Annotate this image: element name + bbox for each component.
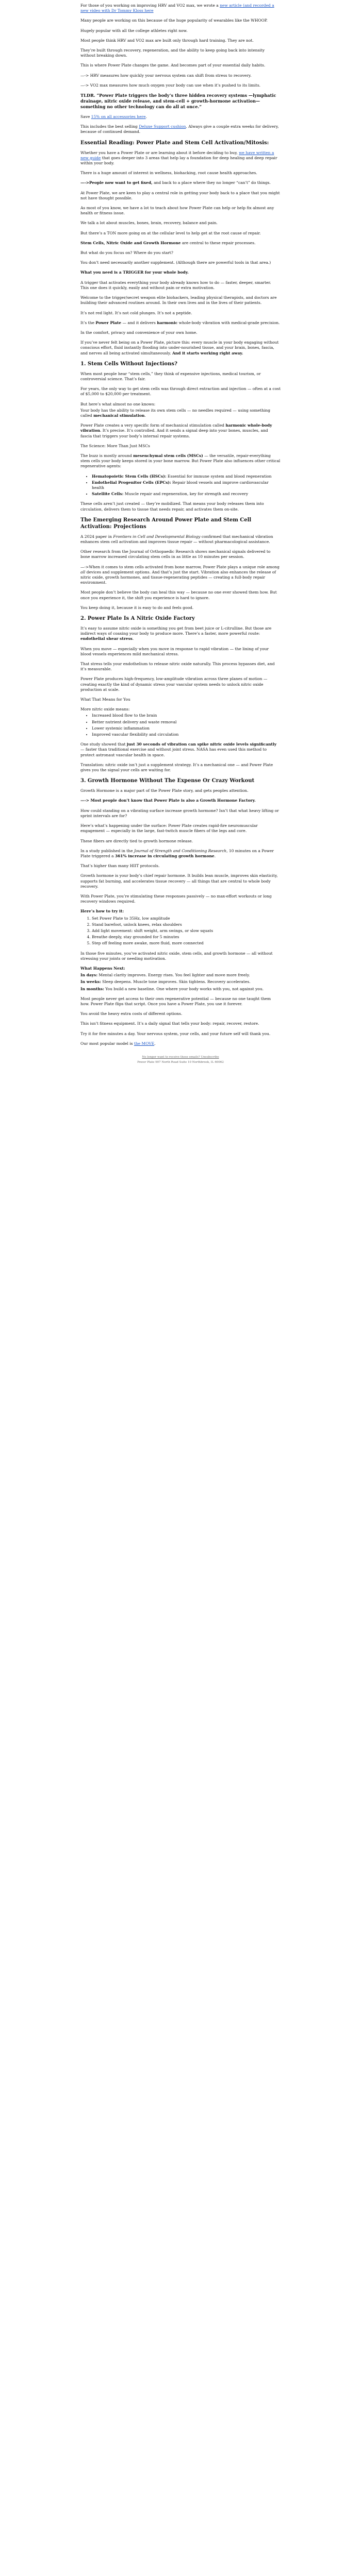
- tldr-label: TLDR.: [80, 93, 97, 98]
- list-item: [92, 480, 281, 490]
- msc-emphasis: mesenchymal stem cells (MSCs): [133, 453, 203, 458]
- sec1-p7-c: — the versatile, repair-everything stem cells your body keeps stored in your bone marrow. But Power Plate also influences other critical regenerative agents:: [80, 453, 281, 469]
- list-item: 2. Stand barefoot, unlock knees, relax shoulders: [92, 922, 281, 927]
- email-content: [80, 0, 281, 1065]
- sec2-p3-a: —->When it comes to stem cells activated from bone marrow, Power Plate plays a unique role among: [80, 564, 280, 569]
- sec4-p6-c: , 10 minutes on a Power Plate triggered a: [80, 848, 274, 858]
- timeline-text: You build a new baseline. One where your body works with you, not against you.: [104, 986, 264, 991]
- intro-paragraph-4: Most people think HRV and VO2 max are built only through hard training. They are not.: [80, 38, 254, 43]
- list-item: • Lower systemic inflammation: [92, 726, 281, 731]
- stem-paragraph-5: Welcome to the trigger/secret weapon elite biohackers, leading physical therapists, and doctors are building their advanced routines around. In their own lives and in the lives of their patients.: [80, 295, 277, 306]
- sec3-p7-c: — faster than traditional exercise and without joint stress. NASA has even used this method to protect astronaut vascular health in space.: [80, 747, 267, 757]
- sec4-paragraph-16: Try it for five minutes a day. Your nervous system, your cells, and your future self will thank you.: [80, 1031, 271, 1036]
- move-model-link[interactable]: the MOVE: [134, 1041, 155, 1046]
- stem-paragraph-1: But what do you focus on? Where do you start?: [80, 250, 173, 256]
- intro-vo2-note: —-> VO2 max measures how much oxygen your body can use when it’s pushed to its limits.: [80, 82, 261, 88]
- stem-paragraph-6: It’s not red light. It’s not cold plunges. It’s not a peptide.: [80, 310, 192, 315]
- growth-hormone-increase-emphasis: 361% increase in circulating growth hormone: [114, 853, 215, 858]
- intro-text: For those of you working on improving HRV and VO2 max, we wrote a: [80, 3, 219, 8]
- stem-paragraph-7: [80, 320, 281, 326]
- timeline-label: In months:: [80, 986, 104, 991]
- stem-title: Stem Cells, Nitric Oxide and Growth Hormone: [80, 240, 181, 245]
- deluxe-cushion-link[interactable]: Deluxe Support cushion: [139, 124, 186, 129]
- sec3-paragraph-7: [80, 742, 281, 758]
- sec4-paragraph-7: That’s higher than many HIIT protocols.: [80, 863, 160, 869]
- deluxe-text-b: . Always give a couple extra weeks for delivery, because of continued demand.: [80, 124, 279, 134]
- mechanical-stimulation-emphasis: mechanical stimulation: [93, 413, 145, 418]
- save-prefix: Save: [80, 114, 91, 120]
- stem-paragraph-9: [80, 340, 281, 356]
- sec4-paragraph-1: Growth Hormone is a major part of the Power Plate story, and gets peoples attention.: [80, 788, 249, 793]
- intro-hrv-note: —-> HRV measures how quickly your nervous system can shift from stress to recovery.: [80, 73, 252, 78]
- timeline-text: Sleep deepens. Muscle tone improves. Skin tightens. Recovery accelerates.: [101, 979, 251, 985]
- sec4-paragraph-6: [80, 849, 281, 859]
- sec1-p5-a: Power Plate creates a very specific form of mechanical stimulation called: [80, 423, 226, 428]
- thirty-seconds-emphasis: just 30 seconds of vibration can spike nitric oxide levels significantly: [126, 742, 277, 747]
- sec3-paragraph-4: Power Plate produces high-frequency, low-amplitude vibration across three planes of motion — creating exactly the kind of dynamic stress your vascular system needs to unlock nitric oxide production at scale.: [80, 676, 268, 692]
- intro-paragraph-5: They’re built through recovery, regeneration, and the ability to keep going back into intensity without breaking down.: [80, 48, 265, 58]
- tldr-paragraph: [80, 93, 281, 110]
- list-item-term: Satellite Cells:: [92, 492, 124, 497]
- sec2-paragraph-1: [80, 534, 281, 545]
- new-article-link[interactable]: new article (and recorded a new video with Dr Tommy Kloss here: [80, 3, 274, 13]
- what-happens-next-heading: What Happens Next:: [80, 965, 125, 971]
- sec4-paragraph-4: Here’s what’s happening under the surface: Power Plate creates rapid-fire neuromuscular engagement — especially in the large, fast-twitch muscle fibers of the legs and core.: [80, 823, 258, 834]
- list-item: • Improved vascular flexibility and circulation: [92, 732, 281, 737]
- list-item: [92, 474, 281, 479]
- save-suffix: .: [145, 114, 147, 120]
- sec3-paragraph-3: That stress tells your endothelium to release nitric oxide naturally. This process bypasses diet, and it’s measurable.: [80, 662, 275, 672]
- sec4-paragraph-3: How could standing on a vibrating surface increase growth hormone? Isn’t that what heavy lifting or sprint intervals are for?: [80, 808, 279, 818]
- get-fixed-rest: and back to a place where they no longer “can’t” do things.: [152, 180, 271, 185]
- new-guide-link[interactable]: we have written a new guide: [80, 150, 274, 160]
- essential-paragraph-3: [80, 180, 281, 185]
- sec1-paragraph-3: But here’s what almost no one knows:: [80, 401, 156, 406]
- list-item: • Better nutrient delivery and waste removal: [92, 720, 281, 725]
- harmonic-emphasis: harmonic: [157, 320, 178, 325]
- sec4-paragraph-11: In those five minutes, you’ve activated nitric oxide, stem cells, and growth hormone — all without stressing your joints or needing motivation.: [80, 951, 273, 961]
- stem-p7-c: — and it delivers: [121, 320, 157, 325]
- email-body: [0, 0, 361, 1065]
- essential-paragraph-6: We talk a lot about muscles, bones, brain, recovery, balance and pain.: [80, 221, 218, 226]
- email-footer: [80, 1055, 281, 1065]
- stem-paragraph-8: In the comfort, privacy and convenience of your own home.: [80, 330, 198, 335]
- list-item: • Increased blood flow to the brain: [92, 713, 281, 718]
- sec4-paragraph-8: Growth hormone is your body’s chief repair hormone. It builds lean muscle, improves skin elasticity, supports fat burning, and accelerates tissue recovery — all things that are central to whole body recovery.: [80, 873, 278, 889]
- stem-p7-e: whole-body vibration with medical-grade precision.: [177, 320, 280, 325]
- sec4-paragraph-5: These fibers are directly tied to growth hormone release.: [80, 838, 193, 843]
- save-offer: [80, 114, 281, 120]
- journal-title: Journal of Strength and Conditioning Research: [134, 848, 227, 853]
- sec1-science-subhead: The Science: More Than Just MSCs: [80, 443, 150, 448]
- sec4-paragraph-14: You avoid the heavy extra costs of different options.: [80, 1011, 183, 1016]
- sec1-paragraph-8: These cells aren’t just created — they’re mobilized. That means your body releases them into circulation, delivers them to tissue that needs repair, and activates them on-site.: [80, 501, 264, 512]
- how-to-steps-list: [80, 916, 281, 946]
- stem-title-paragraph: [80, 241, 281, 246]
- sec3-paragraph-2: When you move — especially when you move in response to rapid vibration — the lining of your blood vessels experiences mild mechanical stress.: [80, 646, 269, 656]
- deluxe-note: [80, 124, 281, 134]
- sec1-p4-a: Your body has the ability to release its own stem cells — no needles required — using something called: [80, 408, 271, 418]
- sec2-p3-c: devices and supplement options.: [85, 569, 151, 574]
- essential-reading-heading: Essential Reading: Power Plate and Stem Cell Activation/Mitosis:: [80, 140, 269, 146]
- harmonic-vibration-emphasis: harmonic whole-body vibration: [80, 423, 272, 433]
- timeline-label: In weeks:: [80, 979, 101, 985]
- section-3-heading: 2. Power Plate Is A Nitric Oxide Factory: [80, 616, 195, 622]
- section-2-heading: The Emerging Research Around Power Plate and Stem Cell Activation: Projections: [80, 517, 252, 530]
- essential-text-a: Whether you have a Power Plate or are learning about it before deciding to buy,: [80, 150, 239, 155]
- sec1-p5-c: . It’s precise. It’s controlled. And it sends a signal deep into your bones, muscles, and fascia that triggers your body’s internal repair systems.: [80, 428, 268, 438]
- get-fixed-emphasis: —->People now want to get fixed,: [80, 180, 153, 185]
- essential-paragraph-2: There is a huge amount of interest in wellness, biohacking, root cause health approaches.: [80, 171, 257, 176]
- sec1-paragraph-5: [80, 423, 281, 439]
- sec2-paragraph-5: You keep doing it, because it is easy to do and feels good.: [80, 605, 194, 610]
- list-item: 5. Step off feeling more awake, more fluid, more connected: [92, 941, 281, 946]
- sec1-p7-a: The buzz is mostly around: [80, 453, 134, 458]
- how-to-try-heading: Here’s how to try it:: [80, 909, 124, 914]
- company-address: Power Plate 907 North Road Suite 10 Northbrook, IL 60062: [137, 1061, 224, 1064]
- sec2-p1-c: confirmed that mechanical vibration enhances stem cell activation and improves tissue repair — without pharmacological assistance.: [80, 534, 273, 544]
- sec2-paragraph-4: Most people don’t believe the body can heal this way — because no one ever showed them how. But once you experience it, the shift you experience is hard to ignore.: [80, 590, 277, 600]
- journal-title: Frontiers in Cell and Developmental Biology: [113, 534, 201, 539]
- popular-model-note: [80, 1041, 281, 1046]
- list-item: 1. Set Power Plate to 35Hz, low amplitude: [92, 916, 281, 921]
- trigger-statement: What you need is a TRIGGER for your whole body.: [80, 270, 189, 275]
- essential-text-b: that goes deeper into 3 areas that help lay a foundation for deep healing and deep repair within your body.: [80, 155, 277, 166]
- sec2-paragraph-2: Other research from the Journal of Orthopaedic Research shows mechanical signals delivered to bone marrow increased circulating stem cells in as little as 10 minutes per session.: [80, 549, 271, 560]
- stem-title-rest: are central to these repair processes.: [180, 240, 256, 245]
- sec1-paragraph-7: [80, 453, 281, 469]
- list-item: 4. Breathe deeply, stay grounded for 5 minutes: [92, 935, 281, 940]
- power-plate-emphasis: Power Plate: [95, 320, 122, 325]
- popular-model-text: Our most popular model is: [80, 1041, 134, 1046]
- shear-stress-emphasis: endothelial shear stress: [80, 636, 133, 641]
- essential-paragraph-4: At Power Plate, we are keen to play a central role in getting your body back to a place that you might not have thought possible.: [80, 190, 280, 200]
- list-item-text: Essential for immune system and blood regeneration: [166, 473, 272, 479]
- sec4-p6-e: .: [214, 853, 216, 858]
- deluxe-text-a: This includes the best selling: [80, 124, 139, 129]
- sec3-p1-a: It’s easy to assume nitric oxide is something you get from beet juice or L-citrulline. But those are indirect ways of coaxing your body to produce more. There’s a faster, more powerful route:: [80, 626, 272, 636]
- unsubscribe-link[interactable]: No longer want to receive these emails? Unsubscribe: [142, 1055, 219, 1059]
- sec3-paragraph-1: [80, 626, 281, 642]
- list-item-text: Repair blood vessels and improve cardiovascular health: [92, 480, 269, 490]
- stem-paragraph-4: A trigger that activates everything your body already knows how to do — faster, deeper, smarter. This one does it quickly, easily and without pain or extra motivation.: [80, 280, 271, 290]
- list-item-term: Endothelial Progenitor Cells (EPCs):: [92, 480, 171, 485]
- list-item: 3. Add light movement: shift weight, arm swings, or slow squats: [92, 928, 281, 934]
- sec4-paragraph-9: With Power Plate, you’re stimulating these responses passively — no max-effort workouts or long recovery windows required.: [80, 893, 272, 904]
- sec3-paragraph-8: Translation: nitric oxide isn’t just a supplement strategy. It’s a mechanical one — and Power Plate gives you the signal your cells are waiting for.: [80, 762, 273, 773]
- sec4-p6-a: In a study published in the: [80, 848, 134, 853]
- timeline-label: In days:: [80, 973, 98, 978]
- stem-p7-a: It’s the: [80, 320, 96, 325]
- stem-cell-types-list: [80, 474, 281, 497]
- accessories-link[interactable]: 15% on all accessories here: [91, 114, 146, 120]
- list-item-text: Muscle repair and regeneration, key for strength and recovery: [123, 492, 249, 497]
- tldr-quote: “Power Plate triggers the body’s three hidden recovery systems —lymphatic drainage, nitric oxide release, and stem-cell + growth-hormone activation—something no other technology can do all at once.”: [80, 93, 276, 110]
- sec4-paragraph-13: Most people never get access to their own regenerative potential — because no one taught them how. Power Plate flips that script. Once you have a Power Plate, you use it forever.: [80, 996, 271, 1006]
- intro-paragraph-3: Hugely popular with all the college athletes right now.: [80, 28, 188, 33]
- sec2-paragraph-3: [80, 565, 281, 586]
- essential-paragraph-7: But there’s a TON more going on at the cellular level to help get at the root cause of repair.: [80, 230, 261, 235]
- sec1-paragraph-1: When most people hear “stem cells,” they think of expensive injections, medical tourism, or controversial science. That’s fair.: [80, 371, 261, 381]
- timeline-months: [80, 987, 281, 992]
- sec1-paragraph-4: [80, 408, 281, 418]
- sec3-p7-a: One study showed that: [80, 742, 127, 747]
- intro-paragraph-6: This is where Power Plate changes the game. And becomes part of your essential daily habits.: [80, 63, 266, 68]
- intro-paragraph-1: [80, 3, 281, 13]
- growth-hormone-factory-note: —-> Most people don’t know that Power Plate is also a Growth Hormone Factory.: [80, 798, 256, 803]
- starts-working-emphasis: And it starts working right away.: [172, 350, 243, 355]
- timeline-text: Mental clarity improves. Energy rises. You feel lighter and move more freely.: [97, 973, 250, 978]
- sec1-p4-c: .: [144, 413, 146, 418]
- section-1-heading: 1. Stem Cells Without Injections?: [80, 361, 177, 367]
- essential-paragraph-5: As most of you know, we have a lot to teach about how Power Plate can help or help fix almost any health or fitness issue.: [80, 206, 274, 216]
- timeline-weeks: [80, 979, 281, 985]
- sec4-paragraph-15: This isn’t fitness equipment. It’s a daily signal that tells your body: repair, recover, restore.: [80, 1021, 259, 1026]
- essential-paragraph-1: [80, 150, 281, 166]
- sec3-p1-c: .: [132, 636, 134, 641]
- sec1-paragraph-2: For years, the only way to get stem cells was through direct extraction and injection — often at a cost of $5,000 to $20,000 per treatment.: [80, 386, 281, 397]
- sec3-subhead: What That Means for You: [80, 697, 130, 702]
- sec2-p1-a: A 2024 paper in: [80, 534, 113, 539]
- timeline-days: [80, 973, 281, 978]
- intro-paragraph-2: Many people are working on this because of the huge popularity of wearables like the WHOOP.: [80, 18, 268, 23]
- all-emphasis: all: [80, 569, 86, 574]
- list-item-term: Hematopoietic Stem Cells (HSCs):: [92, 473, 167, 479]
- section-4-heading: 3. Growth Hormone Without The Expense Or Crazy Workout: [80, 778, 255, 784]
- list-item: [92, 492, 281, 497]
- popular-model-suffix: .: [154, 1041, 156, 1046]
- sec3-paragraph-6: More nitric oxide means:: [80, 707, 130, 712]
- sec2-p3-d: And that’s just the start. Vibration also enhances the release of nitric oxide, growth hormones, and tissue-regenerating peptides — creating a full-body repair environment.: [80, 569, 276, 585]
- stem-paragraph-2: You don’t need necessarily another supplement. (Although there are powerful tools in that area.): [80, 260, 271, 265]
- stem-p9-a: If you’ve never felt being on a Power Plate, picture this: every muscle in your body engaging without conscious effort, fluid instantly flooding into under-nourished tissue, and your brain, bones, fascia, and nerves all being activated simultaneously.: [80, 340, 279, 355]
- nitric-oxide-benefits-list: [80, 713, 281, 737]
